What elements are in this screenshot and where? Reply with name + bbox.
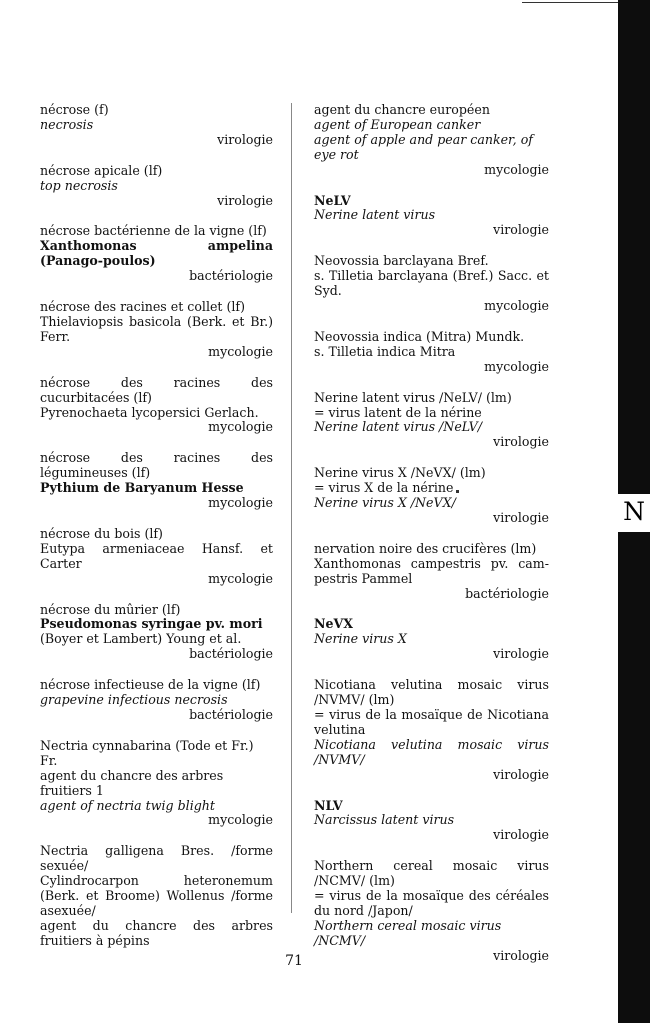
entry-headword: Northern cereal mosaic virus /NCMV/ (lm): [314, 858, 549, 889]
entry-line: = virus X de la nérine: [314, 480, 454, 496]
dictionary-entry: [40, 527, 273, 587]
dictionary-entry: [40, 739, 273, 828]
entry-domain: virologie: [217, 131, 273, 147]
dictionary-entry: [40, 678, 273, 723]
entry-line: Cylindrocarpon heteronemum (Berk. et Broome) Wollenus /forme asexuée/: [40, 873, 273, 918]
entry-headword: nécrose des racines et collet (lf): [40, 299, 245, 315]
entry-line: Thielaviopsis basicola (Berk. et Br.) Ferr.: [40, 313, 273, 344]
entry-domain: mycologie: [484, 297, 549, 313]
entry-line: Northern cereal mosaic virus /NCMV/: [314, 917, 502, 948]
entry-line: Nicotiana velutina mosaic virus /NVMV/: [314, 736, 549, 767]
right-column: [314, 103, 549, 980]
entry-headword: nécrose des racines des cucurbitacées (lf): [40, 374, 273, 405]
entry-headword: NLV: [314, 797, 343, 813]
entry-line: top necrosis: [40, 177, 118, 193]
page-number: 71: [285, 953, 303, 969]
dictionary-entry: [40, 844, 273, 948]
entry-headword: nécrose apicale (lf): [40, 162, 163, 178]
entry-line: Pyrenochaeta lycopersici Gerlach.: [40, 404, 259, 420]
entry-line: Nerine latent virus /NeLV/: [314, 419, 482, 435]
dictionary-entry: [314, 194, 549, 239]
top-rule: [522, 2, 618, 3]
entry-line: = virus de la mosaïque de Nicotiana velutina: [314, 707, 549, 737]
entry-line: = virus de la mosaïque des céréales du nord /Japon/: [314, 888, 549, 918]
dictionary-entry: [314, 330, 549, 375]
dictionary-entry: [314, 254, 549, 314]
dictionary-entry: [314, 466, 549, 526]
entry-domain: virologie: [493, 222, 549, 238]
entry-domain: bactériologie: [189, 707, 273, 722]
entry-domain: mycologie: [208, 495, 273, 511]
dictionary-entry: [40, 103, 273, 148]
entry-domain: virologie: [493, 766, 549, 782]
entry-domain: bactériologie: [465, 585, 549, 601]
entry-domain: virologie: [493, 434, 549, 450]
entry-domain: mycologie: [208, 570, 273, 586]
column-divider: [291, 103, 292, 913]
entry-headword: Neovossia barclayana Bref.: [314, 253, 489, 269]
entry-headword: nécrose du mûrier (lf): [40, 601, 181, 617]
entry-line: = virus latent de la nérine: [314, 404, 482, 420]
entry-headword: nécrose bactérienne de la vigne (lf): [40, 223, 267, 239]
entry-headword: nécrose infectieuse de la vigne (lf): [40, 677, 261, 693]
entry-domain: bactériologie: [189, 268, 273, 284]
entry-headword: nécrose du bois (lf): [40, 525, 163, 541]
dictionary-entry: [40, 164, 273, 209]
dictionary-entry: [40, 300, 273, 360]
dictionary-entry: [40, 376, 273, 436]
entry-line: agent du chancre des arbres fruitiers à pépins: [40, 917, 273, 948]
entry-line: necrosis: [40, 116, 94, 132]
entry-headword: Nerine latent virus /NeLV/ (lm): [314, 389, 512, 405]
dictionary-entry: [40, 603, 273, 663]
entry-line: Narcissus latent virus: [314, 812, 455, 828]
entry-headword: Nerine virus X /NeVX/ (lm): [314, 465, 486, 481]
entry-domain: mycologie: [484, 161, 549, 177]
entry-line: agent of apple and pear canker, of eye rot: [314, 131, 533, 162]
entry-domain: mycologie: [208, 419, 273, 435]
dictionary-entry: [314, 391, 549, 451]
dictionary-entry: [314, 799, 549, 844]
left-column: [40, 103, 273, 965]
entry-line: Nerine latent virus: [314, 207, 436, 223]
entry-line: Nerine virus X: [314, 631, 407, 647]
dictionary-entry: [314, 542, 549, 602]
dictionary-entry: [40, 451, 273, 511]
entry-line: agent of European canker: [314, 116, 481, 132]
entry-headword: nécrose (f): [40, 102, 109, 117]
entry-headword: Nicotiana velutina mosaic virus /NVMV/ (lm): [314, 677, 549, 708]
entry-headword: NeVX: [314, 616, 354, 632]
entry-headword: nécrose des racines des légumineuses (lf): [40, 450, 273, 481]
entry-line: Eutypa armeniaceae Hansf. et Carter: [40, 540, 273, 571]
entry-headword: Nectria galligena Bres. /forme sexuée/: [40, 843, 273, 874]
thumb-index-letter: N: [623, 497, 645, 526]
entry-line: Xanthomonas ampelina (Panago-poulos): [40, 238, 273, 269]
entry-headword: NeLV: [314, 192, 351, 208]
entry-domain: mycologie: [208, 343, 273, 359]
entry-line: (Boyer et Lambert) Young et al.: [40, 631, 242, 647]
entry-domain: bactériologie: [189, 646, 273, 662]
dictionary-entry: [40, 224, 273, 284]
entry-line: agent of nectria twig blight: [40, 797, 215, 813]
entry-headword: Nectria cynnabarina (Tode et Fr.) Fr.: [40, 737, 254, 768]
entry-headword: Neovossia indica (Mitra) Mundk.: [314, 328, 525, 344]
entry-line: Pseudomonas syringae pv. mori: [40, 616, 263, 632]
entry-domain: virologie: [493, 509, 549, 525]
dictionary-entry: [314, 617, 549, 662]
entry-line: agent du chancre des arbres fruitiers 1: [40, 767, 224, 798]
dictionary-entry: [314, 859, 549, 963]
entry-headword: agent du chancre européen: [314, 102, 490, 117]
stray-mark: [456, 490, 459, 493]
entry-headword: nervation noire des crucifères (lm): [314, 540, 537, 556]
dictionary-entry: [314, 678, 549, 782]
entry-domain: virologie: [493, 947, 549, 963]
entry-line: grapevine infectious necrosis: [40, 692, 228, 708]
entry-domain: virologie: [493, 827, 549, 843]
entry-domain: mycologie: [484, 358, 549, 374]
entry-line: Xanthomonas campestris pv. cam-pestris Pammel: [314, 555, 549, 586]
entry-domain: virologie: [217, 192, 273, 208]
entry-line: Pythium de Baryanum Hesse: [40, 480, 244, 496]
entry-line: Nerine virus X /NeVX/: [314, 495, 456, 511]
entry-line: s. Tilletia indica Mitra: [314, 343, 456, 359]
entry-line: s. Tilletia barclayana (Bref.) Sacc. et Syd.: [314, 268, 549, 299]
dictionary-entry: [314, 103, 549, 178]
entry-domain: virologie: [493, 646, 549, 662]
entry-domain: mycologie: [208, 812, 273, 828]
